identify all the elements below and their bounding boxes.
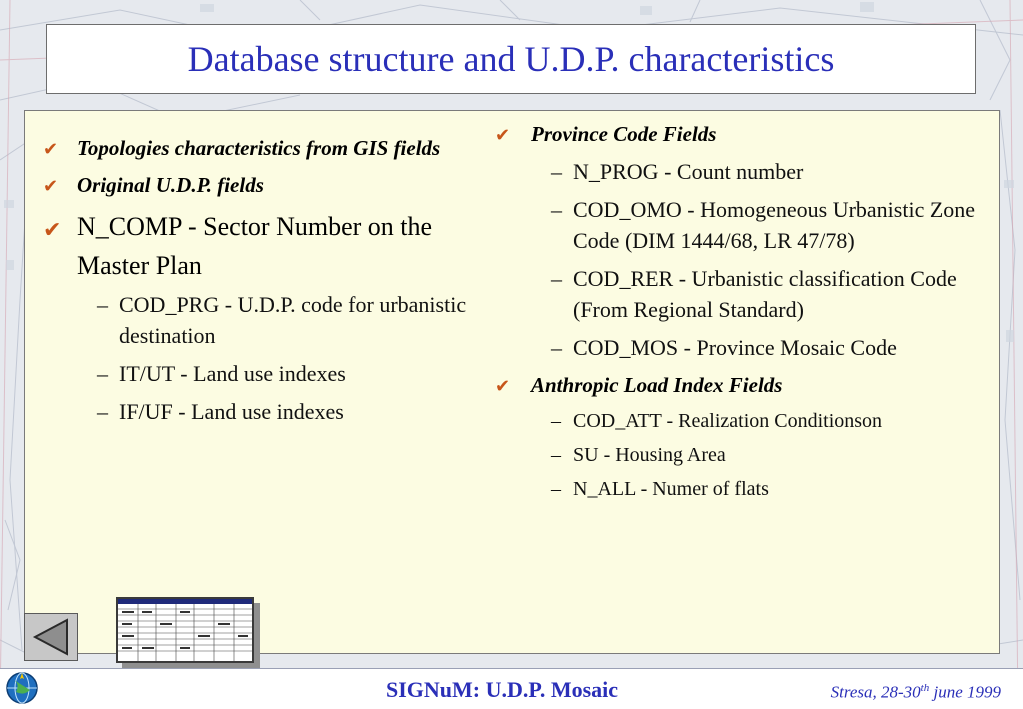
subitem-n-all	[491, 475, 991, 503]
bullet-text: Topologies characteristics from GIS fields	[77, 136, 441, 160]
subitem-su	[491, 441, 991, 469]
heading-text: Anthropic Load Index Fields	[531, 373, 783, 397]
footer-date-prefix: Stresa, 28-30	[830, 682, 921, 702]
check-icon: ✔	[43, 176, 59, 197]
footer-bar	[0, 668, 1023, 709]
dash-marker: –	[551, 159, 562, 184]
subitem-text: IF/UF - Land use indexes	[119, 399, 344, 424]
subitem-text: IT/UT - Land use indexes	[119, 361, 346, 386]
dash-marker: –	[551, 197, 562, 222]
bullet-n-comp	[39, 207, 469, 285]
subitem-cod-rer	[491, 263, 991, 325]
subitem-if-uf	[39, 396, 469, 427]
bullet-text: N_COMP - Sector Number on the Master Plan	[77, 212, 433, 280]
dash-marker: –	[551, 410, 561, 432]
subitem-text: COD_OMO - Homogeneous Urbanistic Zone Code (DIM 1444/68, LR 47/78)	[573, 197, 976, 253]
table-thumbnail-link[interactable]	[116, 597, 254, 663]
back-button[interactable]	[24, 613, 78, 661]
check-icon: ✔	[495, 125, 511, 146]
footer-date-sup: th	[920, 682, 930, 694]
triangle-left-icon	[25, 614, 77, 660]
dash-marker: –	[97, 361, 108, 386]
right-column	[491, 119, 991, 509]
dash-marker: –	[551, 444, 561, 466]
slide-title: Database structure and U.D.P. characteristics	[187, 39, 835, 79]
subitem-text: COD_ATT - Realization Conditionson	[573, 410, 883, 432]
footer-title: SIGNuM: U.D.P. Mosaic	[386, 677, 619, 702]
bullet-topologies	[39, 133, 469, 164]
footer-date-suffix: june 1999	[929, 682, 1001, 702]
subitem-text: SU - Housing Area	[573, 444, 726, 466]
content-panel	[24, 110, 1000, 654]
subitem-cod-omo	[491, 194, 991, 256]
subitem-cod-att	[491, 407, 991, 435]
dash-marker: –	[551, 266, 562, 291]
bullet-text: Original U.D.P. fields	[77, 173, 264, 197]
globe-logo-icon	[2, 670, 42, 706]
dash-marker: –	[551, 335, 562, 360]
subitem-text: N_PROG - Count number	[573, 159, 804, 184]
subitem-cod-prg	[39, 289, 469, 351]
check-icon: ✔	[43, 139, 59, 160]
heading-province-code-fields	[491, 119, 991, 150]
dash-marker: –	[97, 399, 108, 424]
dash-marker: –	[97, 292, 108, 317]
subitem-text: COD_MOS - Province Mosaic Code	[573, 335, 897, 360]
heading-text: Province Code Fields	[531, 122, 717, 146]
subitem-n-prog	[491, 156, 991, 187]
bullet-original-fields	[39, 170, 469, 201]
title-box	[46, 24, 976, 94]
dash-marker: –	[551, 478, 561, 500]
left-column	[39, 133, 469, 434]
check-icon: ✔	[495, 376, 511, 397]
subitem-cod-mos	[491, 332, 991, 363]
subitem-text: N_ALL - Numer of flats	[573, 478, 769, 500]
check-icon: ✔	[43, 218, 62, 243]
footer-date	[831, 682, 1001, 703]
table-thumbnail-icon	[118, 599, 252, 661]
heading-anthropic-load-index	[491, 370, 991, 401]
subitem-it-ut	[39, 358, 469, 389]
subitem-text: COD_RER - Urbanistic classification Code (From Regional Standard)	[573, 266, 957, 322]
subitem-text: COD_PRG - U.D.P. code for urbanistic destination	[119, 292, 467, 348]
